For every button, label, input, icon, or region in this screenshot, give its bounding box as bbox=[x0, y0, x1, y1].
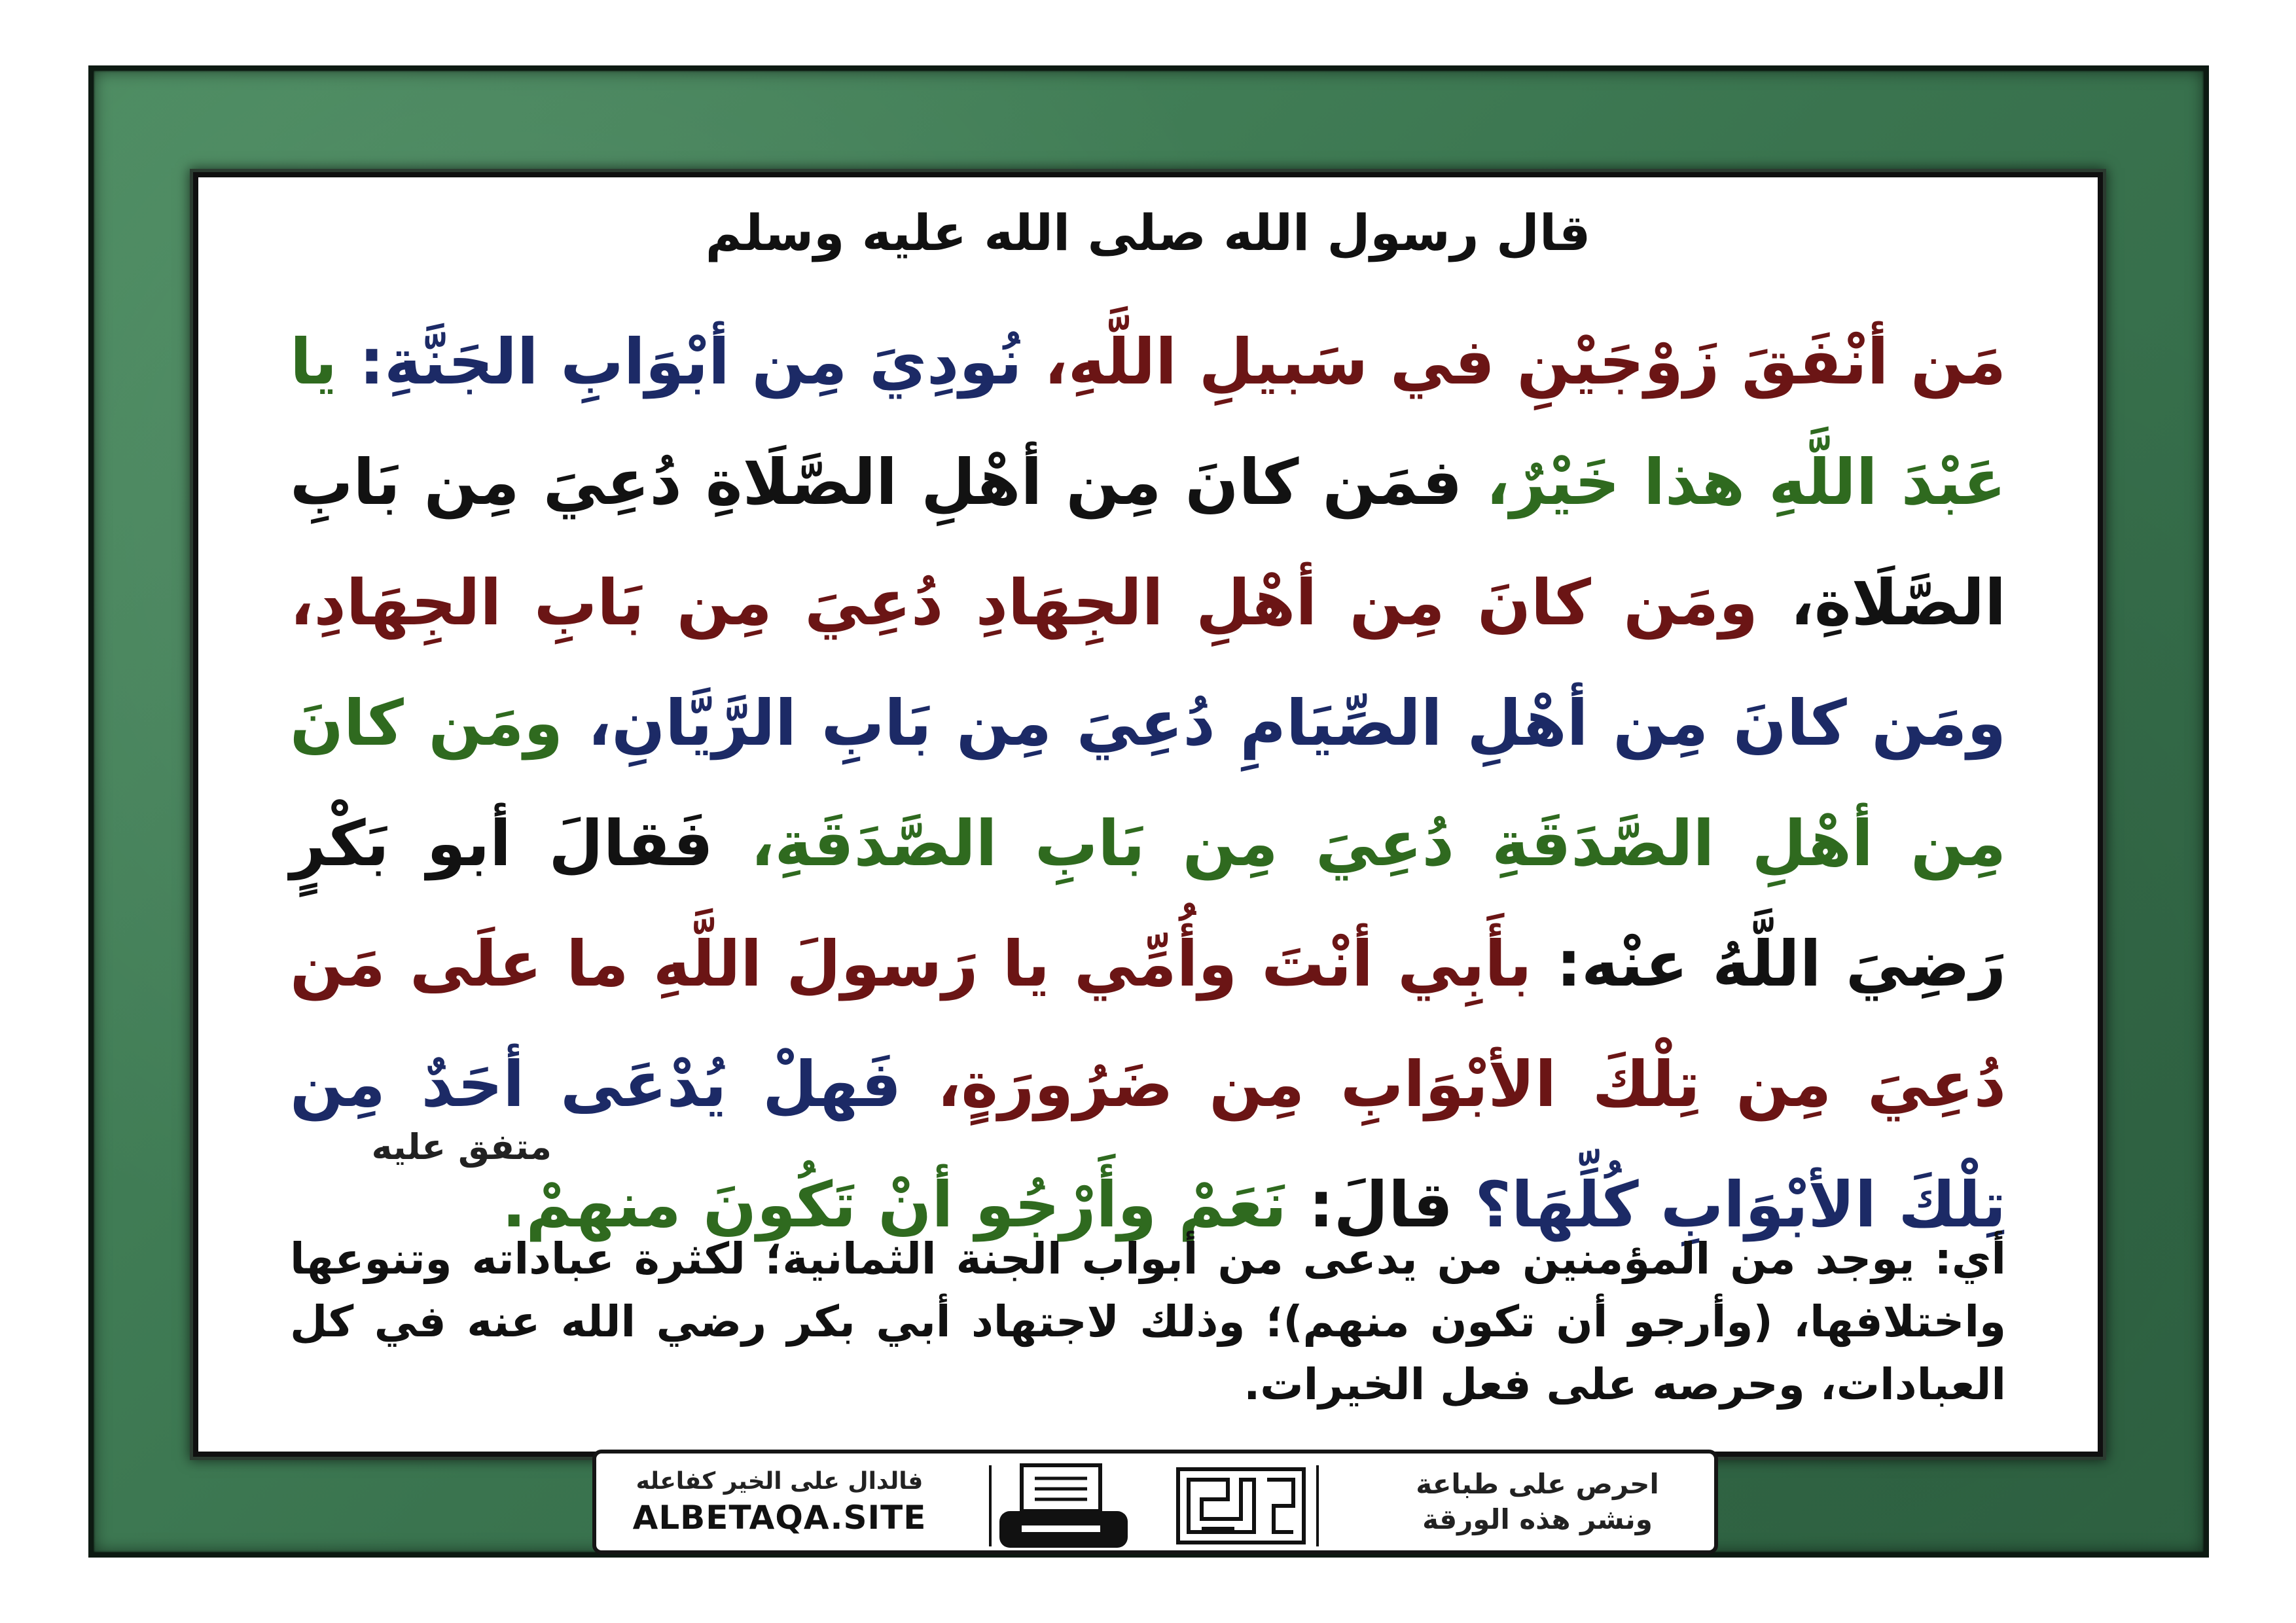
hadith-segment: ومَن كانَ مِن أهْلِ الصَّدَقَةِ دُعِيَ مِن بَابِ الصَّدَقَةِ، bbox=[290, 687, 2007, 880]
footer-divider bbox=[1316, 1465, 1319, 1546]
print-note-line: ونشر هذه الورقة bbox=[1422, 1503, 1653, 1535]
hadith-segment: نُودِيَ مِن أبْوَابِ الجَنَّةِ: bbox=[337, 325, 1022, 399]
site-tagline: فالدال على الخير كفاعله bbox=[636, 1467, 924, 1495]
printer-icon bbox=[996, 1463, 1133, 1554]
site-info bbox=[609, 1454, 950, 1550]
content-panel bbox=[193, 172, 2103, 1457]
footer-bar bbox=[592, 1450, 1718, 1554]
logo bbox=[1172, 1467, 1310, 1545]
hadith-text bbox=[290, 302, 2006, 1265]
hadith-segment: فمَن كانَ مِن أهْلِ الصَّلَاةِ دُعِيَ مِن بَابِ الصَّلَاةِ، bbox=[290, 446, 2006, 639]
print-note bbox=[1380, 1454, 1695, 1550]
kufic-logo-icon bbox=[1175, 1467, 1306, 1545]
hadith-segment: بأَبِي أنْتَ وأُمِّي يا رَسولَ اللَّهِ ما علَى مَن دُعِيَ مِن تِلْكَ الأبْوَابِ مِن ضَرُورَةٍ، bbox=[290, 927, 2007, 1121]
page-title: قال رسول الله صلى الله عليه وسلم bbox=[705, 204, 1591, 262]
hadith-segment: فَهلْ يُدْعَى أحَدٌ مِن تِلْكَ الأبْوَابِ كُلِّهَا؟ bbox=[290, 1048, 2006, 1241]
hadith-segment: ومَن كانَ مِن أهْلِ الصِّيَامِ دُعِيَ مِن بَابِ الرَّيَّانِ، bbox=[563, 687, 2007, 760]
explanation-text: أي: يوجد من المؤمنين من يدعى من أبواب الجنة الثمانية؛ لكثرة عباداته وتنوعها واختلافها، (وأرجو أن تكون منهم)؛ وذلك لاجتهاد أبي بكر رضي الله عنه في كل العبادات، وحرصه على فعل الخيرات. bbox=[290, 1234, 2006, 1410]
hadith-segment: فَقالَ أبو بَكْرٍ رَضِيَ اللَّهُ عنْه: bbox=[290, 807, 2007, 1001]
print-note-line: احرص على طباعة bbox=[1416, 1468, 1659, 1500]
hadith-segment: ومَن كانَ مِن أهْلِ الجِهَادِ دُعِيَ مِن بَابِ الجِهَادِ، bbox=[290, 566, 1758, 639]
hadith-segment: نَعَمْ وأَرْجُو أنْ تَكُونَ منهمْ. bbox=[501, 1168, 1287, 1241]
footer-divider bbox=[989, 1465, 992, 1546]
hadith-segment: قالَ: bbox=[1286, 1168, 1453, 1241]
hadith-source: متفق عليه bbox=[371, 1126, 552, 1168]
hadith-segment: يا عَبْدَ اللَّهِ هذا خَيْرٌ، bbox=[290, 325, 2006, 519]
hadith-segment: مَن أنْفَقَ زَوْجَيْنِ في سَبيلِ اللَّهِ، bbox=[1022, 325, 2007, 399]
site-url-link[interactable]: ALBETAQA.SITE bbox=[632, 1498, 927, 1537]
